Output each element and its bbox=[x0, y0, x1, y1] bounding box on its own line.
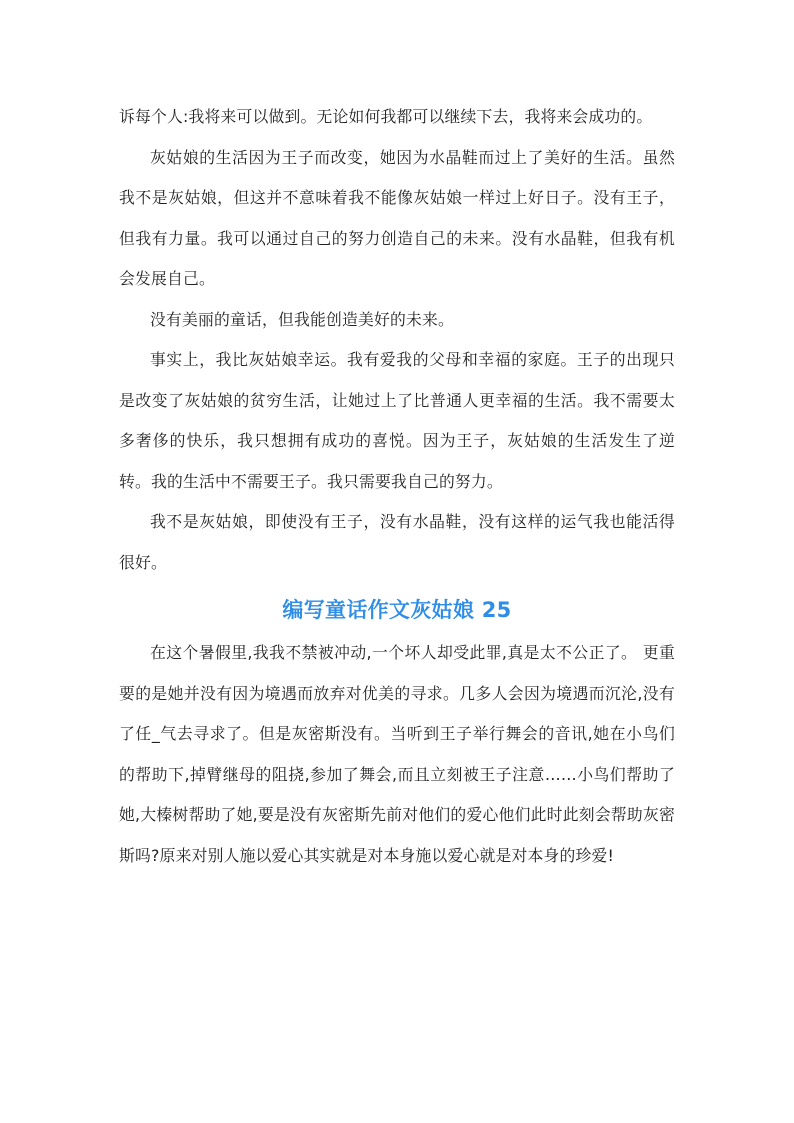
paragraph-no-fairy-tale: 没有美丽的童话，但我能创造美好的未来。 bbox=[150, 309, 454, 329]
paragraph-not-cinderella: 我不是灰姑娘，即使没有王子，没有水晶鞋，没有这样的运气我也能活得很好。 bbox=[119, 512, 675, 572]
section-heading: 编写童话作文灰姑娘 25 bbox=[282, 598, 512, 622]
paragraph-cinderella-life: 灰姑娘的生活因为王子而改变，她因为水晶鞋而过上了美好的生活。虽然我不是灰姑娘，但这并不意味着我不能像灰姑娘一样过上好日子。没有王子，但我有力量。我可以通过自己的努力创造自己的未来。没有水晶鞋，但我有机会发展自己。 bbox=[119, 147, 675, 288]
paragraph-luckier: 事实上，我比灰姑娘幸运。我有爱我的父母和幸福的家庭。王子的出现只是改变了灰姑娘的贫穷生活，让她过上了比普通人更幸福的生活。我不需要太多奢侈的快乐，我只想拥有成功的喜悦。因为王子，灰姑娘的生活发生了逆转。我的生活中不需要王子。我只需要我自己的努力。 bbox=[119, 350, 675, 491]
paragraph-continuation: 诉每个人:我将来可以做到。无论如何我都可以继续下去，我将来会成功的。 bbox=[119, 107, 653, 126]
document-body bbox=[119, 97, 675, 876]
paragraph-summer-vacation: 在这个暑假里,我我不禁被冲动,一个坏人却受此罪,真是太不公正了。 更重要的是她并没有因为境遇而放弃对优美的寻求。几多人会因为境遇而沉沦,没有了任_气去寻求了。但是灰密斯没有。当听到王子举行舞会的音讯,她在小鸟们的帮助下,掉臂继母的阻挠,参加了舞会,而且立刻被王子注意……小鸟们帮助了她,大榛树帮助了她,要是没有灰密斯先前对他们的爱心他们此时此刻会帮助灰密斯吗?原来对别人施以爱心其实就是对本身施以爱心就是对本身的珍爱! bbox=[119, 643, 675, 865]
